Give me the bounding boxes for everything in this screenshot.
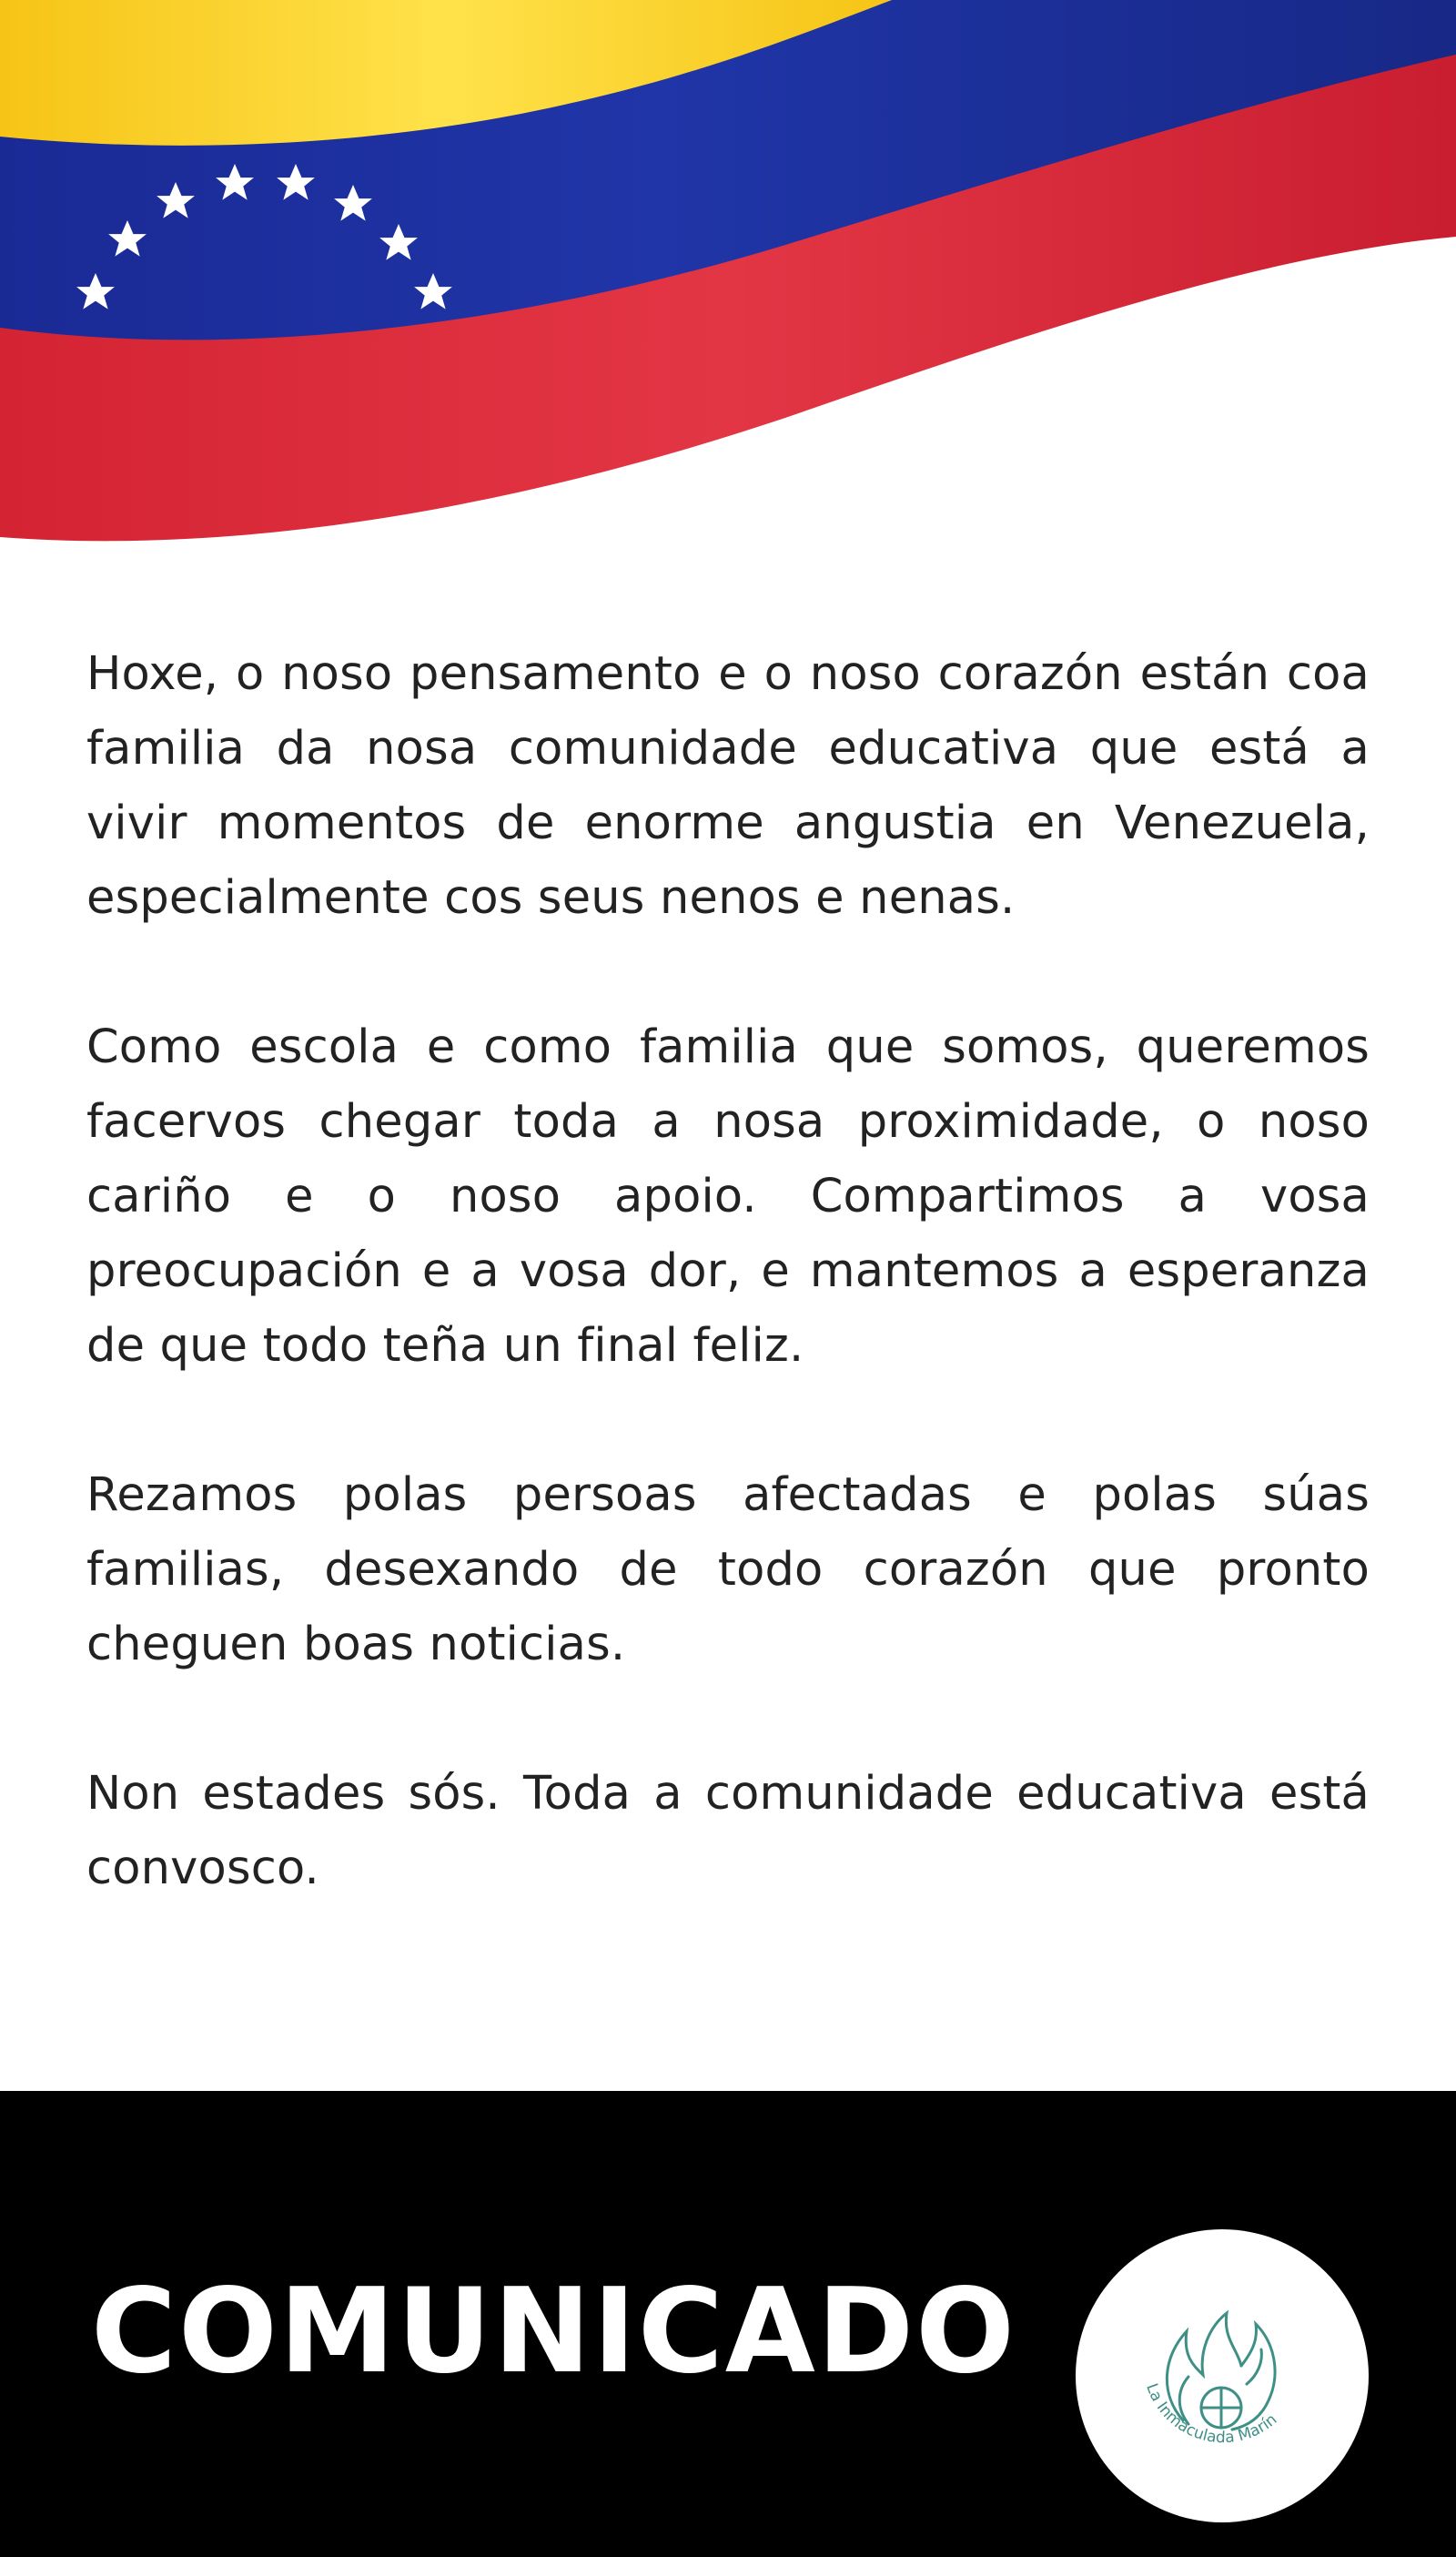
footer-band [0, 2091, 1456, 2557]
logo-text: La Inmaculada Marín [1142, 2380, 1281, 2448]
message-paragraph: Rezamos polas persoas afectadas e polas súas familias, desexando de todo corazón que pronto cheguen boas noticias. [86, 1468, 1370, 1671]
message-paragraph: Hoxe, o noso pensamento e o noso corazón están coa familia da nosa comunidade educativa que está a vivir momentos de enorme angustia en Venezuela, especialmente cos seus nenos e nenas. [86, 647, 1370, 925]
message-paragraph: Como escola e como familia que somos, queremos facervos chegar toda a nosa proximidade, o noso cariño e o noso apoio. Compartimos a vosa preocupación e a vosa dor, e mantemos a esperanza de que todo teña un final feliz. [86, 1020, 1370, 1373]
footer-title: COMUNICADO [91, 2264, 1016, 2400]
message-paragraph: Non estades sós. Toda a comunidade educativa está convosco. [86, 1767, 1370, 1895]
message-body [86, 637, 1370, 1981]
school-logo-icon [1076, 2229, 1369, 2522]
venezuelan-flag-icon [0, 0, 1456, 583]
